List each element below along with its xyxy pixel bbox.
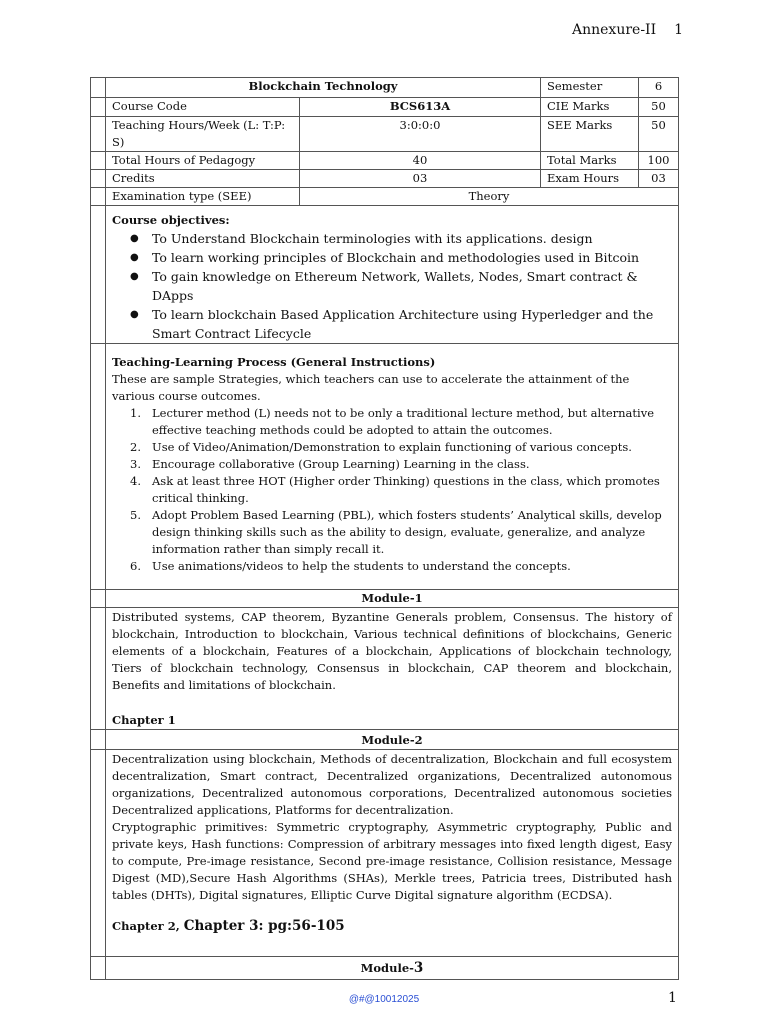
objectives-heading: Course objectives: (112, 213, 230, 227)
tlp-intro: These are sample Strategies, which teachers can use to accelerate the attainment of the various course outcomes. (112, 372, 630, 403)
tlp-cell (106, 344, 679, 590)
annexure-label: Annexure-II (572, 22, 657, 38)
objective-item: ● To Understand Blockchain terminologies with its applications. design (152, 229, 672, 248)
marks-value: 100 (639, 152, 679, 170)
semester-label: Semester (541, 78, 639, 98)
gutter-cell (91, 98, 106, 117)
objectives-list (112, 229, 672, 343)
tlp-item (130, 456, 672, 473)
tlp-item (130, 558, 672, 575)
exam-type-row (91, 188, 679, 206)
semester-value: 6 (639, 78, 679, 98)
marks-value: 50 (639, 98, 679, 117)
objectives-row (91, 206, 679, 344)
marks-label: CIE Marks (541, 98, 639, 117)
tlp-item (130, 439, 672, 456)
row-value: 40 (300, 152, 541, 170)
module-1-header-row (91, 590, 679, 608)
row-value: 3:0:0:0 (300, 117, 541, 152)
total-hours-row (91, 152, 679, 170)
tlp-item (130, 507, 672, 558)
course-title: Blockchain Technology (106, 78, 541, 98)
gutter-cell (91, 957, 106, 980)
row-label: Credits (106, 170, 300, 188)
item-text: Adopt Problem Based Learning (PBL), which fosters students’ Analytical skills, develop design thinking skills such as the ability to design, evaluate, generalize, and analyze information rather than simply recall it. (152, 508, 662, 556)
gutter-cell (91, 730, 106, 750)
module-1-body-row (91, 608, 679, 730)
objective-item: ● To learn blockchain Based Application Architecture using Hyperledger and the Smart Contract Lifecycle (152, 305, 672, 343)
item-number: 3. (130, 457, 141, 471)
module-3-prefix: Module- (360, 961, 414, 975)
gutter-cell (91, 152, 106, 170)
item-text: Use animations/videos to help the students to understand the concepts. (152, 559, 571, 573)
item-text: Encourage collaborative (Group Learning) Learning in the class. (152, 457, 530, 471)
tlp-heading: Teaching-Learning Process (General Instructions) (112, 355, 436, 369)
module-1-cell (106, 608, 679, 730)
module-2-text-decentralization: Decentralization using blockchain, Methods of decentralization, Blockchain and full ecosystem decentralization, Smart contract, Decentralized organizations, Decentralized autonomous organizations, Decentralized autonomous corporations, Decentralized autonomous societies Decentralized applications, Platforms for decentralization. (112, 752, 672, 817)
marks-value: 50 (639, 117, 679, 152)
gutter-cell (91, 188, 106, 206)
gutter-cell (91, 206, 106, 344)
module-2-title: Module-2 (106, 730, 679, 750)
module-2-text-cryptography: Cryptographic primitives: Symmetric cryptography, Asymmetric cryptography, Public and private keys, Hash functions: Compression of arbitrary messages into fixed length digest, Easy to compute, Pre-image resistance, Second pre-image resistance, Collision resistance, Message Digest (MD),Secure Hash Algorithms (SHAs), Merkle trees, Patricia trees, Distributed hash tables (DHTs), Digital signatures, Elliptic Curve Digital signature algorithm (ECDSA). (112, 820, 672, 902)
module-1-title: Module-1 (106, 590, 679, 608)
module-1-chapter: Chapter 1 (112, 713, 176, 727)
item-text: Lecturer method (L) needs not to be only a traditional lecture method, but alternative effective teaching methods could be adopted to attain the outcomes. (152, 406, 654, 437)
course-table (90, 77, 679, 980)
item-text: Ask at least three HOT (Higher order Thinking) questions in the class, which promotes critical thinking. (152, 474, 660, 505)
module-3-number: 3 (413, 960, 424, 976)
exam-type-value: Theory (300, 188, 679, 206)
row-value: BCS613A (300, 98, 541, 117)
module-3-header-row (91, 957, 679, 980)
footer-code: @#@10012025 (348, 994, 420, 1005)
module-2-body-row (91, 750, 679, 957)
chapter-3-label: Chapter 3: pg:56-105 (183, 918, 345, 934)
item-number: 2. (130, 440, 141, 454)
row-label: Course Code (106, 98, 300, 117)
row-value: 03 (300, 170, 541, 188)
teaching-hours-row (91, 117, 679, 152)
header-page-number: 1 (674, 22, 684, 38)
marks-label: Exam Hours (541, 170, 639, 188)
row-label: Total Hours of Pedagogy (106, 152, 300, 170)
gutter-cell (91, 78, 106, 98)
footer-page-number: 1 (668, 990, 677, 1006)
row-label: Teaching Hours/Week (L: T:P: S) (106, 117, 300, 152)
objectives-cell (106, 206, 679, 344)
tlp-item (130, 473, 672, 507)
tlp-list (112, 405, 672, 575)
gutter-cell (91, 590, 106, 608)
item-number: 1. (130, 406, 141, 420)
tlp-row (91, 344, 679, 590)
gutter-cell (91, 117, 106, 152)
credits-row (91, 170, 679, 188)
title-row (91, 78, 679, 98)
gutter-cell (91, 608, 106, 730)
marks-label: SEE Marks (541, 117, 639, 152)
module-3-title (106, 957, 679, 980)
item-number: 4. (130, 474, 141, 488)
chapter-2-label: Chapter 2, (112, 919, 184, 933)
module-2-chapter (112, 918, 672, 935)
gutter-cell (91, 344, 106, 590)
item-number: 5. (130, 508, 141, 522)
gutter-cell (91, 750, 106, 957)
gutter-cell (91, 170, 106, 188)
objective-item: ● To learn working principles of Blockchain and methodologies used in Bitcoin (152, 248, 672, 267)
objective-item: ● To gain knowledge on Ethereum Network, Wallets, Nodes, Smart contract & DApps (152, 267, 672, 305)
marks-value: 03 (639, 170, 679, 188)
module-2-cell (106, 750, 679, 957)
module-1-text: Distributed systems, CAP theorem, Byzantine Generals problem, Consensus. The history of blockchain, Introduction to blockchain, Various technical definitions of blockchains, Generic elements of a blockchain, Features of a blockchain, Applications of blockchain technology, Tiers of blockchain technology, Consensus in blockchain, CAP theorem and blockchain, Benefits and limitations of blockchain. (112, 610, 672, 692)
item-text: Use of Video/Animation/Demonstration to explain functioning of various concepts. (152, 440, 632, 454)
row-label: Examination type (SEE) (106, 188, 300, 206)
item-number: 6. (130, 559, 141, 573)
marks-label: Total Marks (541, 152, 639, 170)
tlp-item (130, 405, 672, 439)
course-code-row (91, 98, 679, 117)
annexure-header (572, 22, 683, 38)
module-2-header-row (91, 730, 679, 750)
